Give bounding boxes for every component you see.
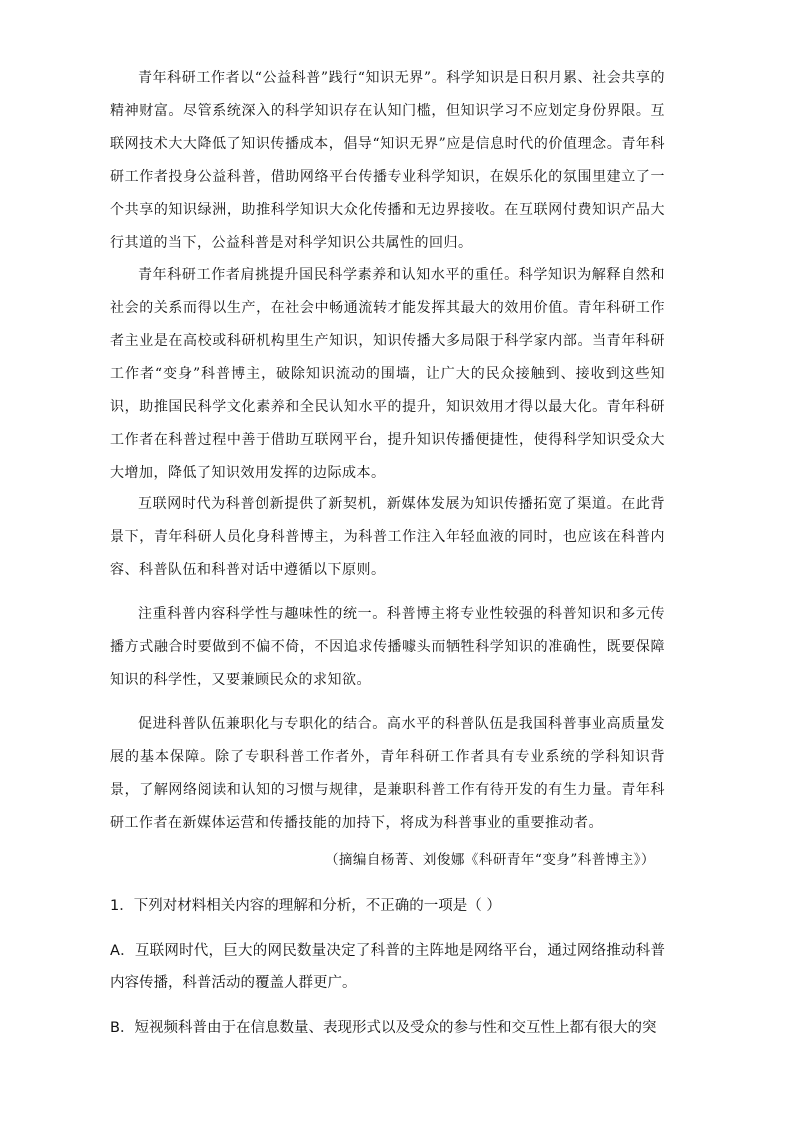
article-paragraph-4: 注重科普内容科学性与趣味性的统一。科普博主将专业性较强的科普知识和多元传播方式融合时要做到不偏不倚，不因追求传播噱头而牺牲科学知识的准确性，既要保障知识的科学性，又要兼顾民众的求知欲。 [110,606,665,688]
article-paragraph-3: 互联网时代为科普创新提供了新契机，新媒体发展为知识传播拓宽了渠道。在此背景下，青年科研人员化身科普博主，为科普工作注入年轻血液的同时，也应该在科普内容、科普队伍和科普对话中遵循以下原则。 [110,496,665,578]
question-stem: 1．下列对材料相关内容的理解和分析，不正确的一项是（ ） [110,898,501,914]
question-option-a: A．互联网时代，巨大的网民数量决定了科普的主阵地是网络平台，通过网络推动科普内容传播，科普活动的覆盖人群更广。 [110,943,665,991]
article-source: （摘编自杨菁、刘俊娜《科研青年“变身”科普博主》） [324,852,655,868]
article-paragraph-1: 青年科研工作者以“公益科普”践行“知识无界”。科学知识是日积月累、社会共享的精神财富。尽管系统深入的科学知识存在认知门槛，但知识学习不应划定身份界限。互联网技术大大降低了知识传播成本，倡导“知识无界”应是信息时代的价值理念。青年科研工作者投身公益科普，借助网络平台传播专业科学知识，在娱乐化的氛围里建立了一个共享的知识绿洲，助推科学知识大众化传播和无边界接收。在互联网付费知识产品大行其道的当下，公益科普是对科学知识公共属性的回归。 [110,70,665,251]
question-option-b: B．短视频科普由于在信息数量、表现形式以及受众的参与性和交互性上都有很大的突 [110,1020,657,1036]
article-paragraph-2: 青年科研工作者肩挑提升国民科学素养和认知水平的重任。科学知识为解释自然和社会的关系而得以生产，在社会中畅通流转才能发挥其最大的效用价值。青年科研工作者主业是在高校或科研机构里生产知识，知识传播大多局限于科学家内部。当青年科研工作者“变身”科普博主，破除知识流动的围墙，让广大的民众接触到、接收到这些知识，助推国民科学文化素养和全民认知水平的提升，知识效用才得以最大化。青年科研工作者在科普过程中善于借助互联网平台，提升知识传播便捷性，使得科学知识受众大大增加，降低了知识效用发挥的边际成本。 [110,267,665,481]
article-paragraph-5: 促进科普队伍兼职化与专职化的结合。高水平的科普队伍是我国科普事业高质量发展的基本保障。除了专职科普工作者外，青年科研工作者具有专业系统的学科知识背景，了解网络阅读和认知的习惯与规律，是兼职科普工作有待开发的有生力量。青年科研工作者在新媒体运营和传播技能的加持下，将成为科普事业的重要推动者。 [110,716,665,831]
